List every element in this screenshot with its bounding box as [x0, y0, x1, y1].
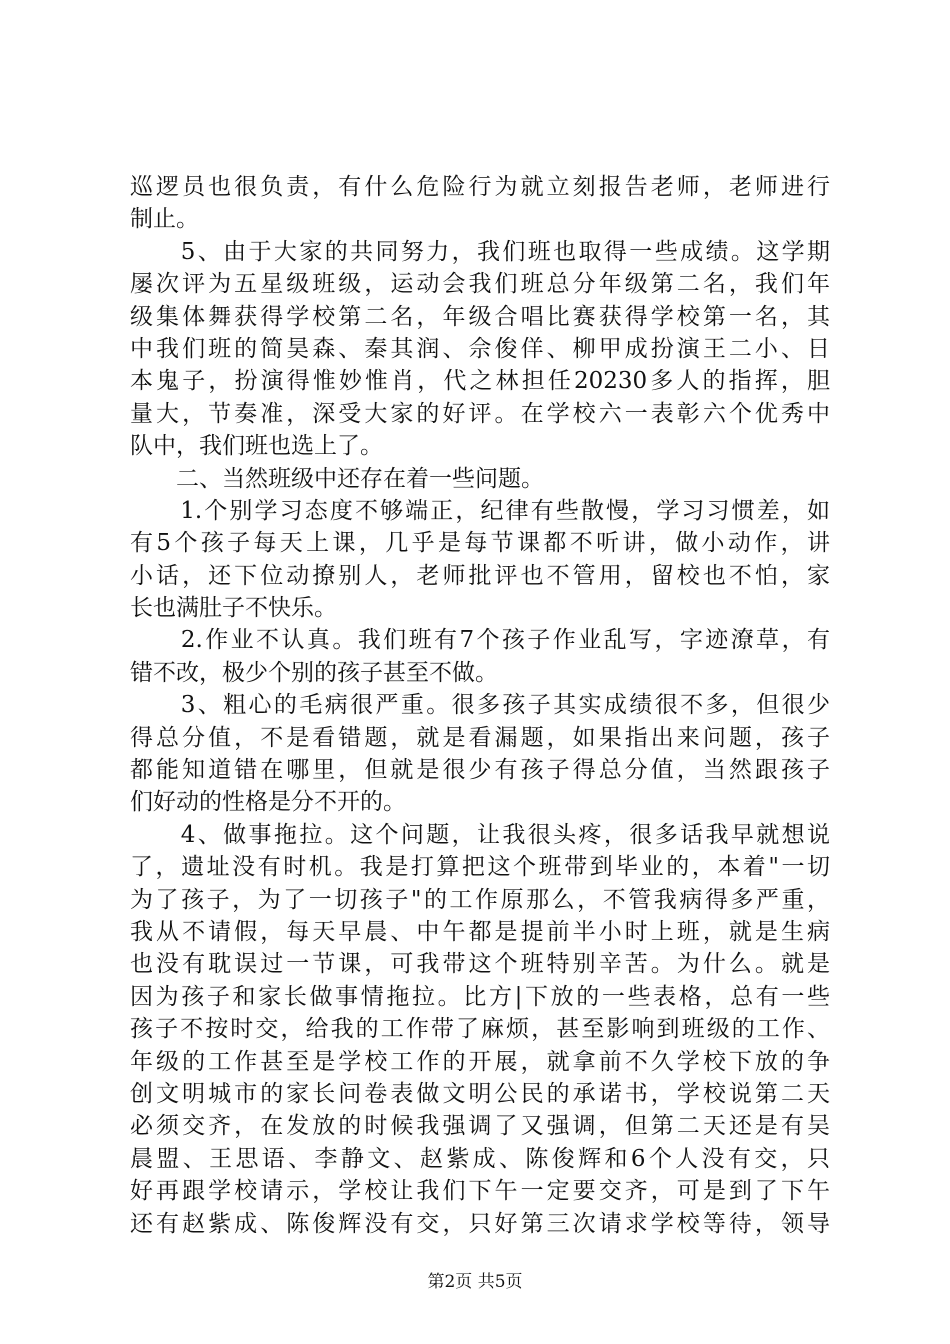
text-line: 也没有耽误过一节课，可我带这个班特别辛苦。为什么。就是 — [130, 951, 830, 978]
text-line: 晨盟、王思语、李静文、赵紫成、陈俊辉和6个人没有交，只 — [130, 1145, 830, 1172]
text-line: 因为孩子和家长做事情拖拉。比方|下放的一些表格，总有一些 — [130, 983, 830, 1010]
text-line: 长也满肚子不快乐。 — [130, 595, 337, 622]
text-line: 都能知道错在哪里，但就是很少有孩子得总分值，当然跟孩子 — [130, 757, 830, 784]
text-line: 巡逻员也很负责，有什么危险行为就立刻报告老师，老师进行 — [130, 174, 830, 200]
text-line: 我从不请假，每天早晨、中午都是提前半小时上班，就是生病 — [130, 918, 830, 945]
text-line: 们好动的性格是分不开的。 — [130, 789, 406, 816]
text-line: 制止。 — [130, 206, 199, 233]
text-line: 2.作业不认真。我们班有7个孩子作业乱写，字迹潦草，有 — [130, 627, 830, 654]
text-line: 得总分值，不是看错题，就是看漏题，如果指出来问题，孩子 — [130, 724, 830, 751]
page-number-footer: 第2页 共5页 — [427, 1272, 523, 1292]
text-line: 为了孩子，为了一切孩子"的工作原那么，不管我病得多严重， — [130, 886, 830, 913]
text-line: 了，遗址没有时机。我是打算把这个班带到毕业的，本着"一切 — [130, 854, 830, 881]
text-line: 3、粗心的毛病很严重。很多孩子其实成绩很不多，但很少 — [130, 692, 830, 719]
text-line: 创文明城市的家长问卷表做文明公民的承诺书，学校说第二天 — [130, 1080, 830, 1107]
text-line: 二、当然班级中还存在着一些问题。 — [130, 465, 544, 492]
text-line: 孩子不按时交，给我的工作带了麻烦，甚至影响到班级的工作、 — [130, 1016, 830, 1043]
text-line: 4、做事拖拉。这个问题，让我很头疼，很多话我早就想说 — [130, 821, 830, 848]
text-line: 小话，还下位动撩别人，老师批评也不管用，留校也不怕，家 — [130, 562, 830, 589]
document-body — [130, 171, 830, 1240]
text-line: 必须交齐，在发放的时候我强调了又强调，但第二天还是有吴 — [130, 1113, 830, 1140]
text-line: 屡次评为五星级班级，运动会我们班总分年级第二名，我们年 — [130, 271, 830, 298]
text-line: 本鬼子，扮演得惟妙惟肖，代之林担任20230多人的指挥，胆 — [130, 368, 830, 395]
text-line: 有5个孩子每天上课，几乎是每节课都不听讲，做小动作，讲 — [130, 530, 830, 557]
text-line: 中我们班的简昊森、秦其润、佘俊佯、柳甲成扮演王二小、日 — [130, 335, 830, 362]
text-line: 队中，我们班也选上了。 — [130, 433, 383, 460]
text-line: 错不改，极少个别的孩子甚至不做。 — [130, 659, 498, 686]
text-line: 量大，节奏准，深受大家的好评。在学校六一表彰六个优秀中 — [130, 400, 830, 427]
text-line: 还有赵紫成、陈俊辉没有交，只好第三次请求学校等待，领导 — [130, 1210, 830, 1237]
text-line: 好再跟学校请示，学校让我们下午一定要交齐，可是到了下午 — [130, 1178, 830, 1205]
text-line: 年级的工作甚至是学校工作的开展，就拿前不久学校下放的争 — [130, 1048, 830, 1075]
text-line: 级集体舞获得学校第二名，年级合唱比赛获得学校第一名，其 — [130, 303, 830, 330]
text-line: 5、由于大家的共同努力，我们班也取得一些成绩。这学期 — [130, 238, 830, 265]
text-line: 1.个别学习态度不够端正，纪律有些散慢，学习习惯差，如 — [130, 497, 830, 524]
